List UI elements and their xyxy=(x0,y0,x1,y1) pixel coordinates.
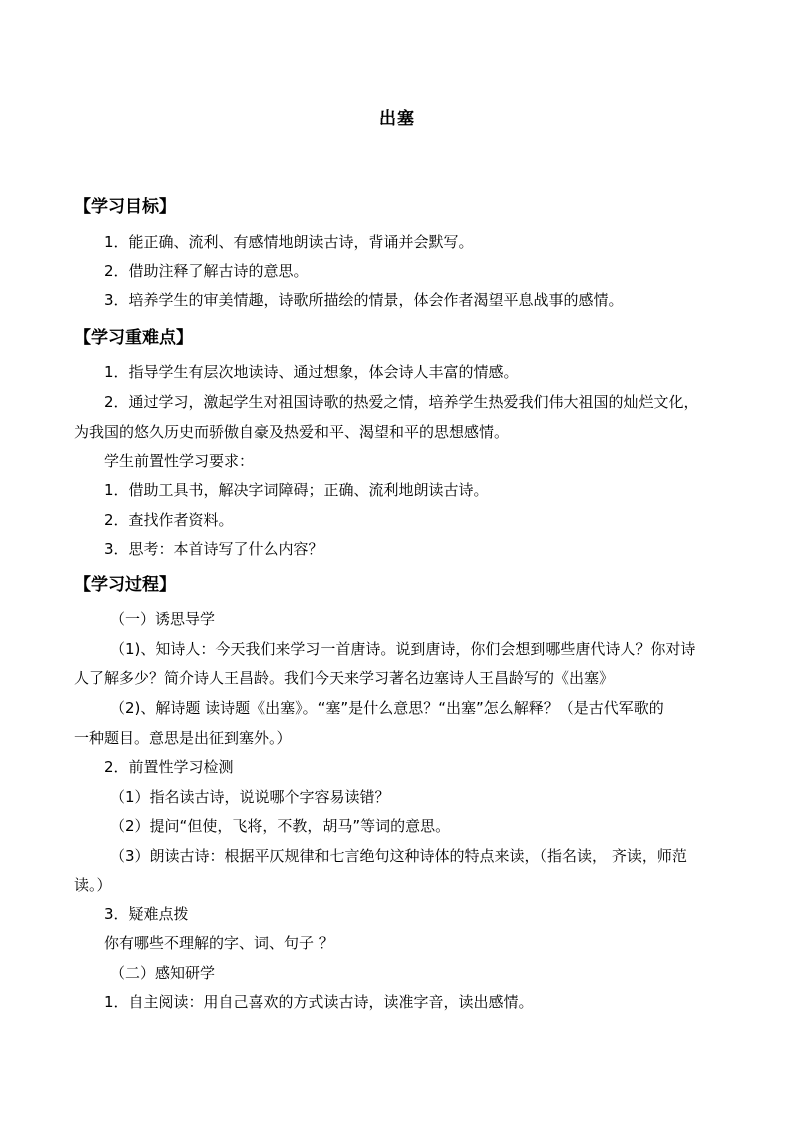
pre-study-label: 学生前置性学习要求： xyxy=(104,452,255,470)
process-section-2-item-3-line-2: 读。） xyxy=(74,876,112,894)
pre-study-item-2: 2．查找作者资料。 xyxy=(104,511,234,529)
key-point-item-2-line-2: 为我国的悠久历史而骄傲自豪及热爱和平、渴望和平的思想感情。 xyxy=(74,423,510,441)
goal-item-3: 3．培养学生的审美情趣，诗歌所描绘的情景，体会作者渴望平息战事的感情。 xyxy=(104,291,624,309)
process-part-2-item-1: 1．自主阅读：用自己喜欢的方式读古诗，读准字音，读出感情。 xyxy=(104,993,534,1011)
process-part-2-title: （二）感知研学 xyxy=(110,964,216,982)
process-section-2-title: 2．前置性学习检测 xyxy=(104,758,234,776)
goal-item-1: 1．能正确、流利、有感情地朗读古诗，背诵并会默写。 xyxy=(104,233,474,251)
pre-study-item-1: 1．借助工具书，解决字词障碍；正确、流利地朗读古诗。 xyxy=(104,481,489,499)
key-point-item-1: 1．指导学生有层次地读诗、通过想象，体会诗人丰富的情感。 xyxy=(104,363,519,381)
process-section-3-title: 3．疑难点拨 xyxy=(104,905,189,923)
goal-item-2: 2．借助注释了解古诗的意思。 xyxy=(104,262,309,280)
heading-key-points: 【学习重难点】 xyxy=(74,328,193,348)
key-point-item-2-line-1: 2．通过学习，激起学生对祖国诗歌的热爱之情，培养学生热爱我们伟大祖国的灿烂文化， xyxy=(104,393,699,411)
pre-study-item-3: 3．思考：本首诗写了什么内容？ xyxy=(104,540,324,558)
process-section-2-item-1: （1）指名读古诗，说说哪个字容易读错？ xyxy=(110,788,390,806)
process-part-1-title: （一）诱思导学 xyxy=(110,610,216,628)
process-p1-line-2: 人了解多少？简介诗人王昌龄。我们今天来学习著名边塞诗人王昌龄写的《出塞》 xyxy=(74,669,615,687)
process-section-3-text: 你有哪些不理解的字、词、句子 ？ xyxy=(104,934,334,952)
process-section-2-item-3-line-1: （3）朗读古诗：根据平仄规律和七言绝句这种诗体的特点来读，（指名读， 齐读，师范 xyxy=(110,847,687,865)
heading-learning-goals: 【学习目标】 xyxy=(74,197,176,217)
process-p1-line-1: （1)、知诗人：今天我们来学习一首唐诗。说到唐诗，你们会想到哪些唐代诗人？你对诗 xyxy=(110,640,696,658)
process-p2-line-1: （2)、解诗题 读诗题《出塞》。“塞”是什么意思？“出塞”怎么解释？（是古代军歌的 xyxy=(110,699,664,717)
process-p2-line-2: 一种题目。意思是出征到塞外。） xyxy=(74,729,292,747)
heading-learning-process: 【学习过程】 xyxy=(74,575,176,595)
document-title: 出塞 xyxy=(379,109,415,129)
process-section-2-item-2: （2）提问“但使，飞将，不教，胡马”等词的意思。 xyxy=(110,817,451,835)
